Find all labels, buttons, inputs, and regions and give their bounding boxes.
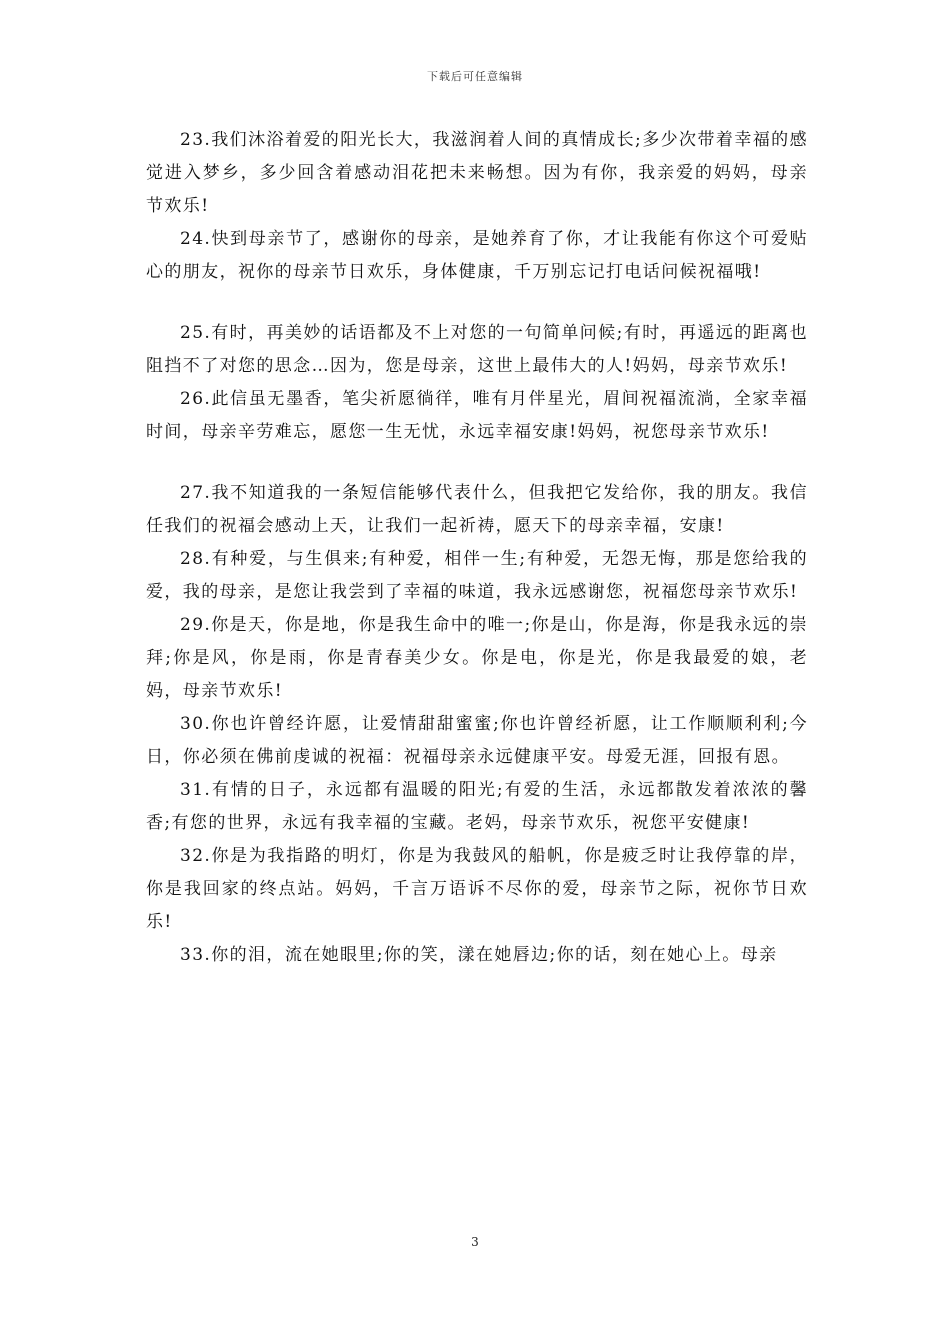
page-number: 3: [471, 1235, 479, 1249]
header-note: 下载后可任意编辑: [427, 70, 523, 83]
paragraph-23: 23.我们沐浴着爱的阳光长大，我滋润着人间的真情成长;多少次带着幸福的感觉进入梦乡，多少回含着感动泪花把未来畅想。因为有你，我亲爱的妈妈，母亲节欢乐!: [146, 130, 808, 216]
paragraph-24: 24.快到母亲节了，感谢你的母亲，是她养育了你，才让我能有你这个可爱贴心的朋友，祝你的母亲节日欢乐，身体健康，千万别忘记打电话问候祝福哦!: [146, 229, 808, 282]
paragraph-27: 27.我不知道我的一条短信能够代表什么，但我把它发给你，我的朋友。我信任我们的祝福会感动上天，让我们一起祈祷，愿天下的母亲幸福，安康!: [146, 483, 808, 536]
paragraph-28: 28.有种爱，与生俱来;有种爱，相伴一生;有种爱，无怨无悔，那是您给我的爱，我的母亲，是您让我尝到了幸福的味道，我永远感谢您，祝福您母亲节欢乐!: [146, 549, 808, 602]
document-body: [146, 124, 808, 972]
paragraph-26: 26.此信虽无墨香，笔尖祈愿徜徉，唯有月伴星光，眉间祝福流淌，全家幸福时间，母亲辛劳难忘，愿您一生无忧，永远幸福安康!妈妈，祝您母亲节欢乐!: [146, 389, 808, 442]
paragraph-30: 30.你也许曾经许愿，让爱情甜甜蜜蜜;你也许曾经祈愿，让工作顺顺利利;今日，你必须在佛前虔诚的祝福：祝福母亲永远健康平安。母爱无涯，回报有恩。: [146, 714, 808, 767]
paragraph-29: 29.你是天，你是地，你是我生命中的唯一;你是山，你是海，你是我永远的崇拜;你是风，你是雨，你是青春美少女。你是电，你是光，你是我最爱的娘，老妈，母亲节欢乐!: [146, 615, 808, 701]
paragraph-33: 33.你的泪，流在她眼里;你的笑，漾在她唇边;你的话，刻在她心上。母亲: [180, 945, 778, 965]
paragraph-31: 31.有情的日子，永远都有温暖的阳光;有爱的生活，永远都散发着浓浓的馨香;有您的世界，永远有我幸福的宝藏。老妈，母亲节欢乐，祝您平安健康!: [146, 780, 808, 833]
paragraph-25: 25.有时，再美妙的话语都及不上对您的一句简单问候;有时，再遥远的距离也阻挡不了对您的思念…因为，您是母亲，这世上最伟大的人!妈妈，母亲节欢乐!: [146, 323, 808, 376]
paragraph-32: 32.你是为我指路的明灯，你是为我鼓风的船帆，你是疲乏时让我停靠的岸，你是我回家的终点站。妈妈，千言万语诉不尽你的爱，母亲节之际，祝你节日欢乐!: [146, 846, 808, 932]
